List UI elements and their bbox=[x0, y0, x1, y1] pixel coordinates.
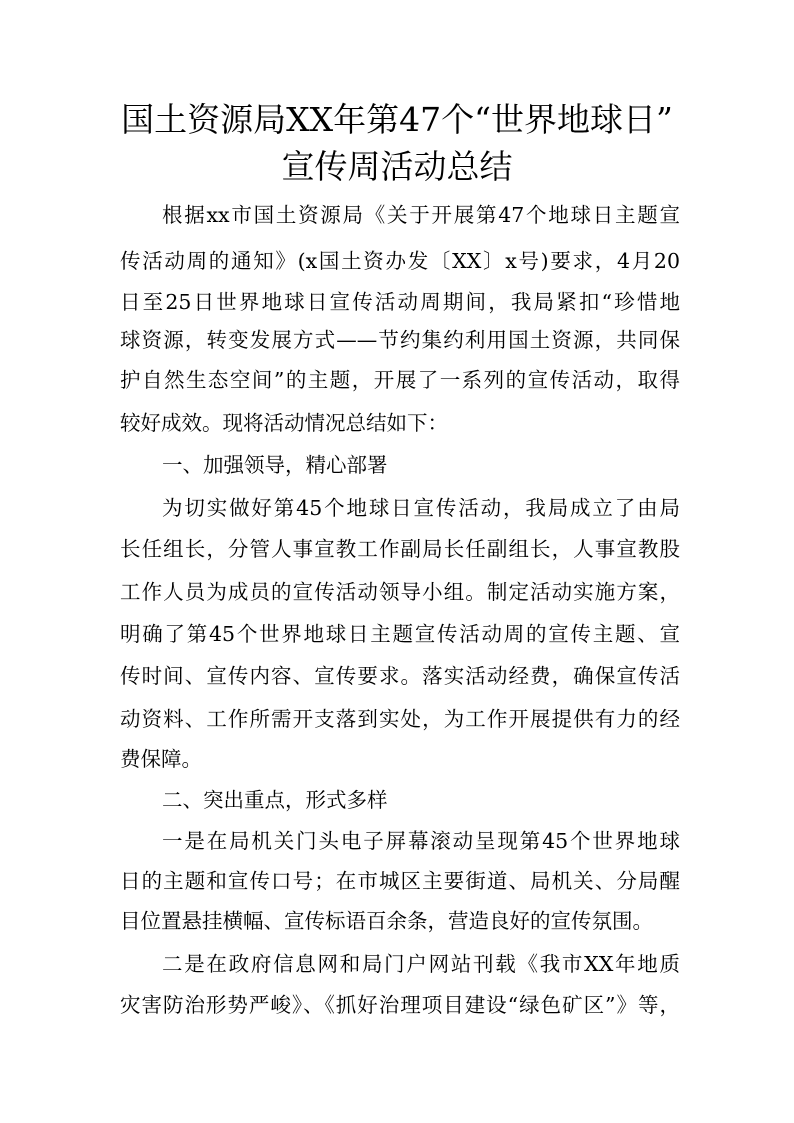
paragraph-line: 灾害防治形势严峻》、《抓好治理项目建设“绿色矿区”》等， bbox=[120, 993, 680, 1017]
paragraph-line: 费保障。 bbox=[120, 747, 202, 771]
paragraph-line: 二是在政府信息网和局门户网站刊载《我市XX年地质 bbox=[162, 952, 680, 976]
document-title-line-1: 国土资源局XX年第47个“世界地球日” bbox=[121, 100, 673, 139]
paragraph-line: 目位置悬挂横幅、宣传标语百余条，营造良好的宣传氛围。 bbox=[120, 909, 653, 933]
paragraph-line: 传活动周的通知》(x国土资办发〔XX〕x号)要求，4月20 bbox=[120, 249, 680, 273]
paragraph-line: 日的主题和宣传口号；在市城区主要街道、局机关、分局醒 bbox=[120, 869, 680, 893]
paragraph-line: 明确了第45个世界地球日主题宣传活动周的宣传主题、宣 bbox=[120, 622, 680, 646]
paragraph-line: 根据xx市国土资源局《关于开展第47个地球日主题宣 bbox=[162, 203, 680, 227]
document-title-line-2: 宣传周活动总结 bbox=[281, 147, 513, 186]
paragraph-line: 护自然生态空间”的主题，开展了一系列的宣传活动，取得 bbox=[120, 368, 680, 392]
section-heading-2: 二、突出重点，形式多样 bbox=[162, 788, 388, 812]
paragraph-line: 球资源，转变发展方式——节约集约利用国土资源，共同保 bbox=[120, 328, 680, 352]
section-heading-1: 一、加强领导，精心部署 bbox=[162, 453, 388, 477]
paragraph-line: 日至25日世界地球日宣传活动周期间，我局紧扣“珍惜地 bbox=[120, 290, 680, 314]
paragraph-line: 动资料、工作所需开支落到实处，为工作开展提供有力的经 bbox=[120, 707, 680, 731]
paragraph-line: 较好成效。现将活动情况总结如下： bbox=[120, 411, 448, 435]
paragraph-line: 工作人员为成员的宣传活动领导小组。制定活动实施方案， bbox=[120, 580, 680, 604]
paragraph-line: 传时间、宣传内容、宣传要求。落实活动经费，确保宣传活 bbox=[120, 664, 680, 688]
paragraph-line: 为切实做好第45个地球日宣传活动，我局成立了由局 bbox=[162, 496, 680, 520]
paragraph-line: 一是在局机关门头电子屏幕滚动呈现第45个世界地球 bbox=[162, 829, 680, 853]
paragraph-line: 长任组长，分管人事宣教工作副局长任副组长，人事宣教股 bbox=[120, 537, 680, 561]
